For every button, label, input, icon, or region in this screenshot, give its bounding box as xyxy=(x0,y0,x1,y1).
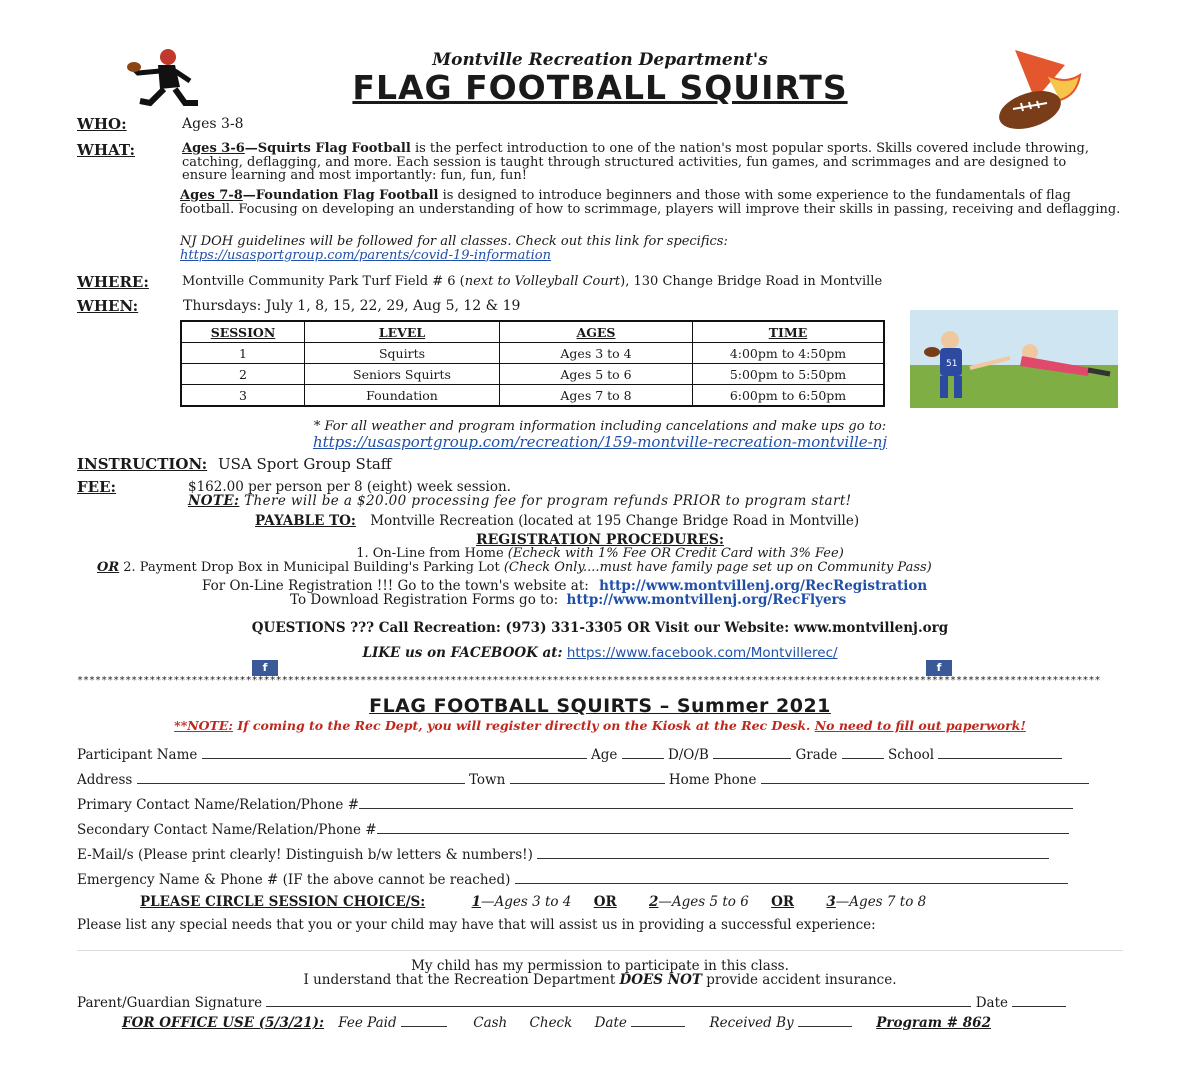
table-cell: Squirts xyxy=(305,343,500,364)
weather-link[interactable]: https://usasportgroup.com/recreation/159-montville-recreation-montville-nj xyxy=(312,433,888,451)
table-cell: 3 xyxy=(181,385,305,407)
what-label: WHAT: xyxy=(77,141,136,159)
email-row: E-Mail/s (Please print clearly! Distinguish b/w letters & numbers!) xyxy=(77,846,1049,863)
page-title: FLAG FOOTBALL SQUIRTS xyxy=(352,68,848,107)
primary-contact-field[interactable] xyxy=(359,796,1073,809)
flag-football-icon xyxy=(985,45,1085,130)
table-cell: 2 xyxy=(181,364,305,385)
what-paragraph-1: Ages 3-6—Squirts Flag Football is the perfect introduction to one of the nation's most popular sports. Skills covered include throwing, catching, deflagging, and more. Each session is taught through structured activities, fun games, and scrimmages and are designed to ensure learning and most importantly: fun, fun, fun! xyxy=(182,141,1089,183)
weather-note: * For all weather and program information including cancelations and make ups go to: xyxy=(313,419,887,434)
signature-field[interactable] xyxy=(266,994,971,1007)
emergency-field[interactable] xyxy=(515,871,1068,884)
form-note: **NOTE: If coming to the Rec Dept, you will register directly on the Kiosk at the Rec Desk. No need to fill out paperwork! xyxy=(174,718,1026,733)
online-registration-row: For On-Line Registration !!! Go to the town's website at: http://www.montvillenj.org/RecRegistration xyxy=(202,578,928,594)
special-needs-label: Please list any special needs that you or your child may have that will assist us in providing a successful experience: xyxy=(77,917,876,933)
special-needs-field[interactable] xyxy=(77,950,1123,951)
table-header: AGES xyxy=(500,321,693,343)
when-value: Thursdays: July 1, 8, 15, 22, 29, Aug 5, 12 & 19 xyxy=(183,298,521,314)
table-row xyxy=(181,343,884,364)
table-cell: Ages 7 to 8 xyxy=(500,385,693,407)
office-date-line xyxy=(631,1014,685,1027)
download-forms-row: To Download Registration Forms go to: http://www.montvillenj.org/RecFlyers xyxy=(290,592,847,608)
office-use-row: FOR OFFICE USE (5/3/21): Fee Paid Cash Check Date Received By Program # 862 xyxy=(122,1015,991,1031)
doh-link[interactable]: https://usasportgroup.com/parents/covid-19-information xyxy=(180,248,551,263)
table-header: SESSION xyxy=(181,321,305,343)
table-header: LEVEL xyxy=(305,321,500,343)
registration-line-2: OR 2. Payment Drop Box in Municipal Building's Parking Lot (Check Only....must have family page set up on Community Pass) xyxy=(97,560,932,575)
kids-playing-image xyxy=(910,310,1118,408)
session-choice-1[interactable]: 1—Ages 3 to 4 xyxy=(471,894,572,910)
facebook-like-icon[interactable]: f xyxy=(252,660,278,676)
form-title: FLAG FOOTBALL SQUIRTS – Summer 2021 xyxy=(369,695,831,717)
table-cell: Foundation xyxy=(305,385,500,407)
table-header-row xyxy=(181,321,884,343)
permission-line-2: I understand that the Recreation Department DOES NOT provide accident insurance. xyxy=(303,972,897,988)
registration-heading: REGISTRATION PROCEDURES: xyxy=(475,532,724,548)
table-row xyxy=(181,385,884,407)
table-cell: 5:00pm to 5:50pm xyxy=(693,364,885,385)
table-cell: 1 xyxy=(181,343,305,364)
address-row: Address Town Home Phone xyxy=(77,771,1089,788)
fee-label: FEE: xyxy=(77,478,117,496)
table-cell: Ages 5 to 6 xyxy=(500,364,693,385)
where-label: WHERE: xyxy=(77,273,149,291)
schedule-table xyxy=(180,320,885,407)
secondary-contact-field[interactable] xyxy=(377,821,1069,834)
email-field[interactable] xyxy=(537,846,1049,859)
table-header: TIME xyxy=(693,321,885,343)
subtitle: Montville Recreation Department's xyxy=(432,50,768,70)
session-choice-3[interactable]: 3—Ages 7 to 8 xyxy=(826,894,927,910)
who-value: Ages 3-8 xyxy=(182,116,244,132)
participant-row: Participant Name Age D/O/B Grade School xyxy=(77,746,1062,763)
emergency-row: Emergency Name & Phone # (IF the above cannot be reached) xyxy=(77,871,1068,888)
who-label: WHO: xyxy=(77,115,127,133)
when-label: WHEN: xyxy=(77,297,139,315)
fee-note: NOTE: There will be a $20.00 processing fee for program refunds PRIOR to program start! xyxy=(188,493,852,509)
signature-row: Parent/Guardian Signature Date xyxy=(77,994,1066,1011)
download-forms-link[interactable]: http://www.montvillenj.org/RecFlyers xyxy=(566,592,847,608)
where-value: Montville Community Park Turf Field # 6 (next to Volleyball Court), 130 Change Bridge Road in Montville xyxy=(182,274,883,289)
address-field[interactable] xyxy=(137,771,465,784)
age-field[interactable] xyxy=(622,746,664,759)
table-row xyxy=(181,364,884,385)
table-cell: Seniors Squirts xyxy=(305,364,500,385)
questions-line: QUESTIONS ??? Call Recreation: (973) 331-3305 OR Visit our Website: www.montvillenj.org xyxy=(251,620,949,636)
participant-name-field[interactable] xyxy=(202,746,587,759)
received-by-line xyxy=(798,1014,852,1027)
home-phone-field[interactable] xyxy=(761,771,1089,784)
table-cell: 6:00pm to 6:50pm xyxy=(693,385,885,407)
town-field[interactable] xyxy=(510,771,665,784)
what-paragraph-2: Ages 7-8—Foundation Flag Football is designed to introduce beginners and those with some experience to the fundamentals of flag football. Focusing on developing an understanding of how to scrimmage, players will improve their skills in passing, receiving and deflagging. xyxy=(180,188,1121,217)
table-cell: Ages 3 to 4 xyxy=(500,343,693,364)
doh-text: NJ DOH guidelines will be followed for all classes. Check out this link for specifics: xyxy=(180,234,728,249)
permission-line-1: My child has my permission to participate in this class. xyxy=(411,958,789,974)
school-field[interactable] xyxy=(938,746,1062,759)
football-runner-icon xyxy=(120,45,205,110)
session-choice-row: PLEASE CIRCLE SESSION CHOICE/S: 1—Ages 3 to 4 OR 2—Ages 5 to 6 OR 3—Ages 7 to 8 xyxy=(140,894,927,910)
signature-date-field[interactable] xyxy=(1012,994,1066,1007)
fee-value: $162.00 per person per 8 (eight) week session. xyxy=(188,479,511,495)
facebook-like-icon[interactable]: f xyxy=(926,660,952,676)
secondary-contact-row: Secondary Contact Name/Relation/Phone # xyxy=(77,821,1069,838)
session-choice-2[interactable]: 2—Ages 5 to 6 xyxy=(648,894,749,910)
payable-row: PAYABLE TO: Montville Recreation (located at 195 Change Bridge Road in Montville) xyxy=(255,513,860,529)
dob-field[interactable] xyxy=(713,746,791,759)
separator: ************************************************************************************************************************************************************************** xyxy=(77,675,1101,686)
svg-text:51: 51 xyxy=(946,359,958,369)
primary-contact-row: Primary Contact Name/Relation/Phone # xyxy=(77,796,1073,813)
fee-paid-line xyxy=(401,1014,447,1027)
facebook-row: LIKE us on FACEBOOK at: https://www.facebook.com/Montvillerec/ xyxy=(362,645,838,661)
instruction-row: INSTRUCTION: USA Sport Group Staff xyxy=(77,455,392,473)
facebook-link[interactable]: https://www.facebook.com/Montvillerec/ xyxy=(566,645,838,661)
online-registration-link[interactable]: http://www.montvillenj.org/RecRegistration xyxy=(599,578,928,594)
table-cell: 4:00pm to 4:50pm xyxy=(693,343,885,364)
grade-field[interactable] xyxy=(842,746,884,759)
registration-line-1: 1. On-Line from Home (Echeck with 1% Fee OR Credit Card with 3% Fee) xyxy=(356,546,844,561)
